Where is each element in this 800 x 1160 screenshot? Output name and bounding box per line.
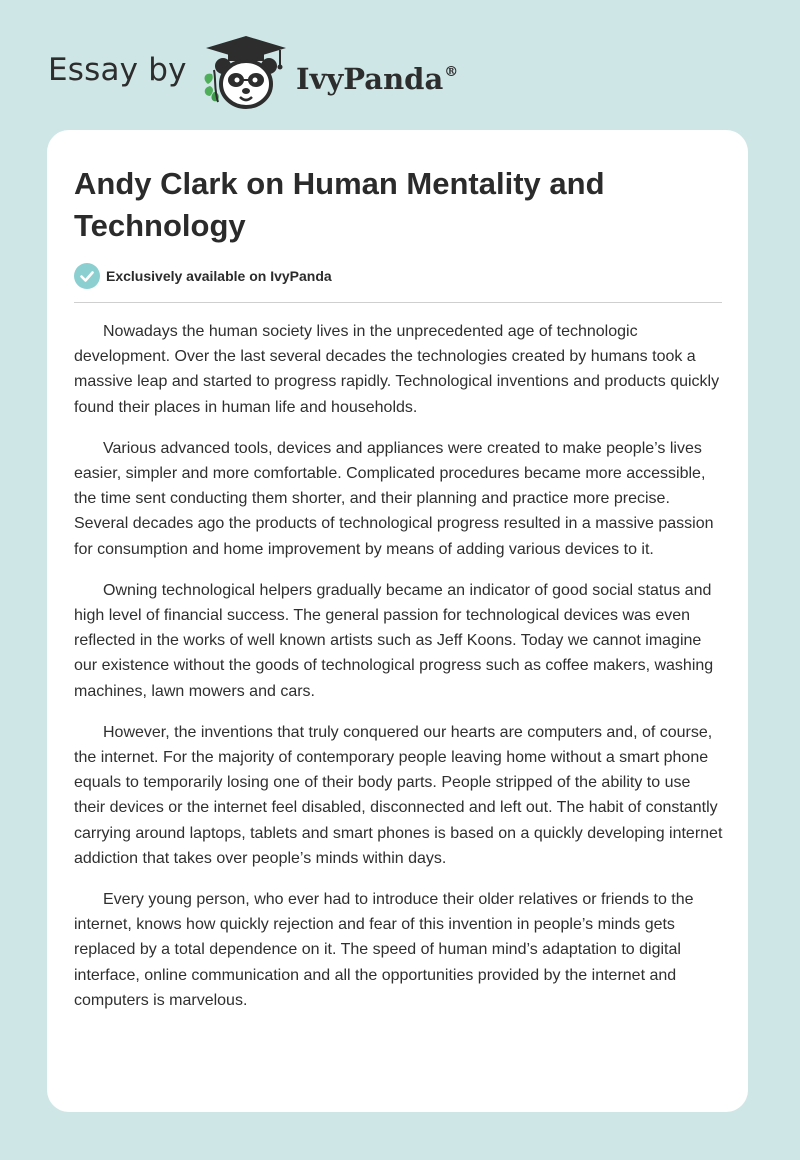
- paragraph: Nowadays the human society lives in the unprecedented age of technologic development. Over the last several decades the technologies created by humans took a massive leap and started to progress rapidly. Technological inventions and products quickly found their places in human life and households.: [74, 323, 720, 416]
- essay-by-label: Essay by: [48, 52, 187, 88]
- panda-graduate-logo-icon[interactable]: [200, 34, 292, 110]
- site-header: [0, 0, 800, 125]
- check-circle-icon: [74, 263, 100, 289]
- registered-mark: ®: [444, 64, 459, 80]
- paragraph: Owning technological helpers gradually became an indicator of good social status and high level of financial success. The general passion for technological devices was even reflected in the works of well known artists such as Jeff Koons. Today we cannot imagine our existence without the goods of technological progress such as coffee makers, washing machines, lawn mowers and cars.: [74, 581, 714, 700]
- page-title: Andy Clark on Human Mentality and Technology: [74, 166, 605, 243]
- paragraph: Various advanced tools, devices and appliances were created to make people’s lives easier, simpler and more comfortable. Complicated procedures became more accessible, the time sent conducting them shorter, and their planning and practice more precise. Several decades ago the products of technological progress resulted in a massive passion for consumption and home improvement by means of adding various devices to it.: [74, 439, 714, 558]
- article-body: [74, 319, 724, 1029]
- exclusive-badge-text: Exclusively available on IvyPanda: [106, 268, 332, 284]
- paragraph: However, the inventions that truly conquered our hearts are computers and, of course, the internet. For the majority of contemporary people leaving home without a smart phone equals to temporarily losing one of their body parts. People stripped of the ability to use their devices or the internet feel disabled, disconnected and left out. The habit of constantly carrying around laptops, tablets and smart phones is based on a quickly developing internet addiction that takes over people’s minds within days.: [74, 723, 723, 867]
- divider: [74, 302, 722, 303]
- exclusive-badge: [74, 263, 332, 289]
- brand-name-text: IvyPanda: [296, 62, 444, 96]
- essay-card: [47, 130, 748, 1112]
- brand-name[interactable]: [296, 52, 458, 99]
- paragraph: Every young person, who ever had to introduce their older relatives or friends to the internet, knows how quickly rejection and fear of this invention in people’s minds gets replaced by a total dependence on it. The speed of human mind’s adaptation to digital interface, online communication and all the opportunities provided by the internet and computers is marvelous.: [74, 891, 694, 1009]
